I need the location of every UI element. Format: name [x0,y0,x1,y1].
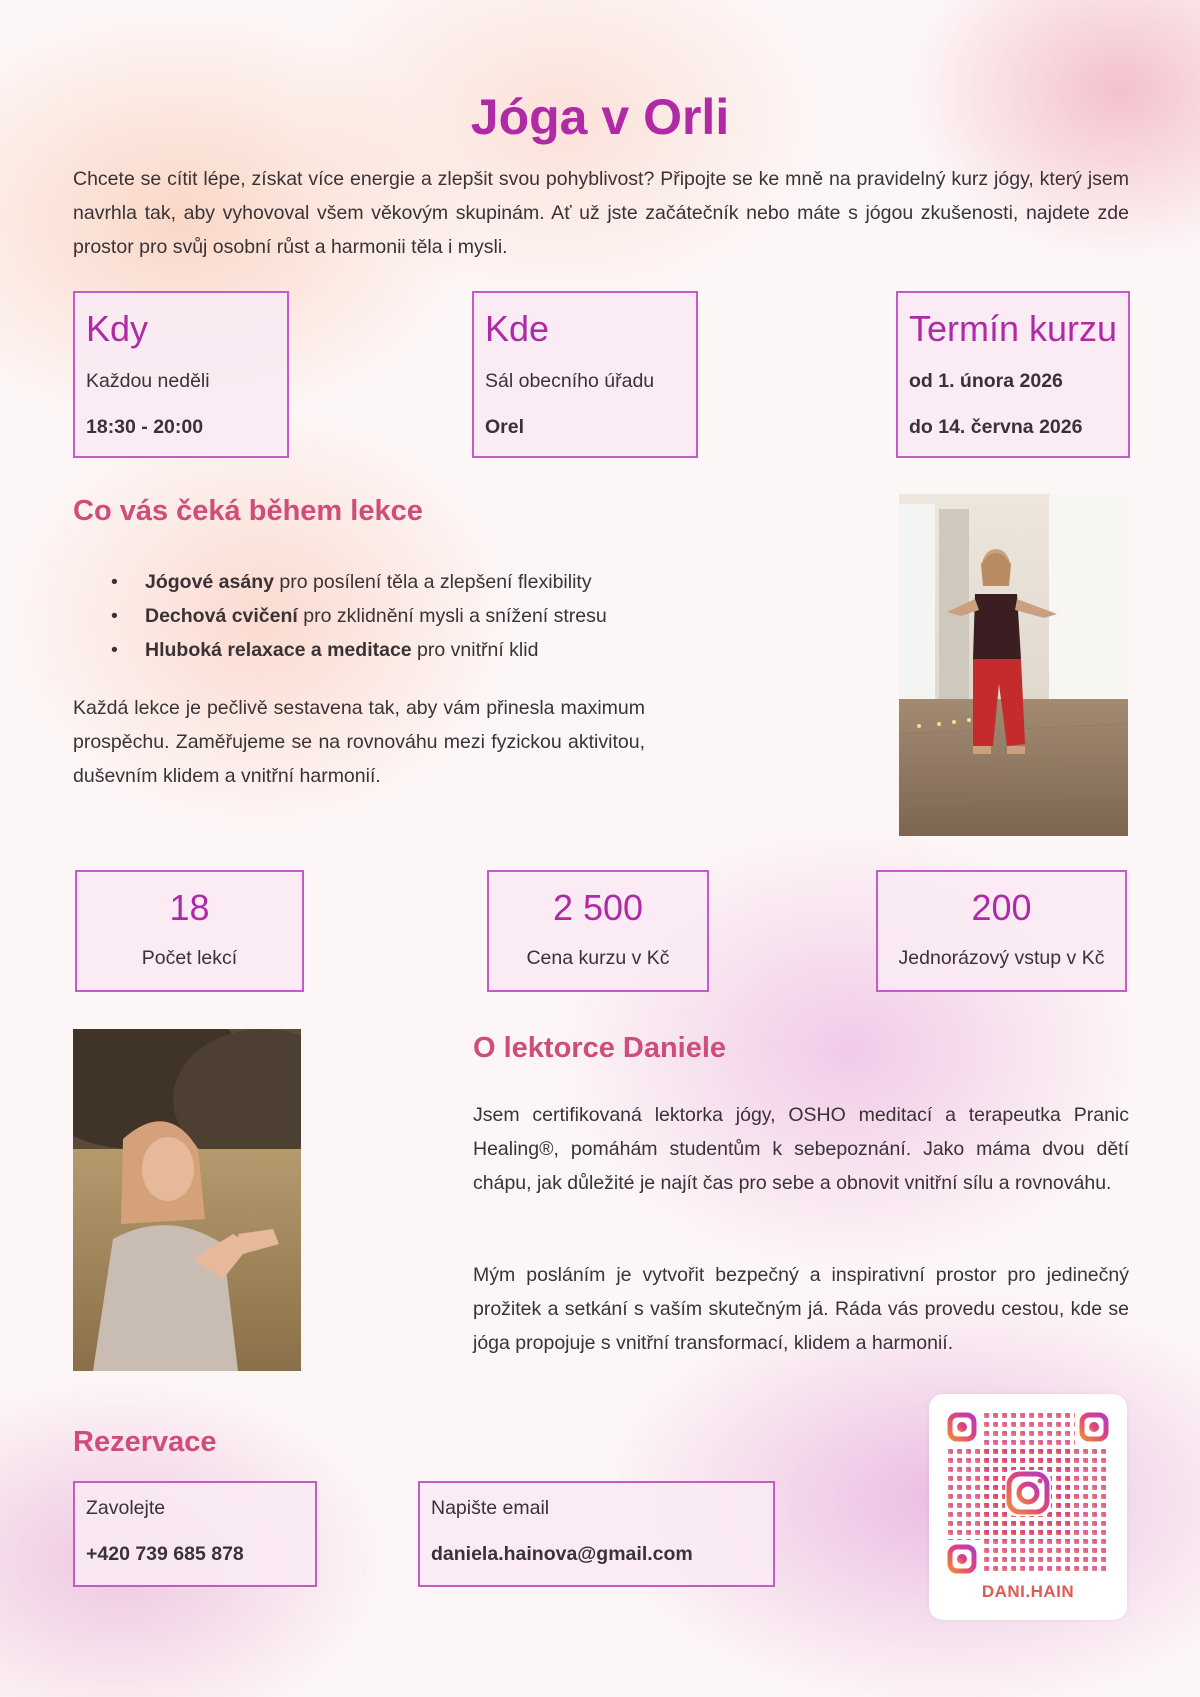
bullet-bold: Dechová cvičení [145,605,298,627]
bullet-bold: Hluboká relaxace a meditace [145,639,412,661]
page-title: Jóga v Orli [470,89,730,145]
info-line-start: od 1. února 2026 [909,370,1063,392]
stat-label-price: Cena kurzu v Kč [526,947,670,969]
about-paragraph-2: Mým posláním je vytvořit bezpečný a inspirativní prostor pro jedinečný prožitek a setkání s vaším skutečným já. Ráda vás provedu cestou, kde se jóga propojuje s vnitřní transformací, klidem a harmonií. [473,1264,1129,1354]
lesson-paragraph: Každá lekce je pečlivě sestavena tak, aby vám přinesla maximum prospěchu. Zaměřujeme se na rovnováhu mezi fyzickou aktivitou, duševním klidem a vnitřní harmonií. [73,697,645,787]
info-line-time: 18:30 - 20:00 [86,416,204,438]
info-line-town: Orel [485,416,525,438]
bullet-icon: • [111,571,118,593]
stat-box-lessons [75,870,304,992]
phone-number-link[interactable]: +420 739 685 878 [86,1543,244,1565]
intro-paragraph: Chcete se cítit lépe, získat více energie a zlepšit svou pohyblivost? Připojte se ke mně na pravidelný kurz jógy, který jsem navrhla tak, aby vyhovoval všem věkovým skupinám. Ať už jste začátečník nebo máte s jógou zkušenosti, najdete zde prostor pro svůj osobní růst a harmonii těla i mysli. [73,168,1129,258]
list-item [73,633,693,667]
info-box-when [73,291,289,458]
bullet-bold: Jógové asány [145,571,274,593]
qr-code-icon [947,1412,1109,1574]
bullet-icon: • [111,639,118,661]
stat-box-single [876,870,1127,992]
stat-value-single: 200 [971,887,1032,928]
info-heading-where: Kde [485,308,550,349]
yoga-pose-illustration [899,494,1128,836]
bullet-text: pro vnitřní klid [411,639,539,661]
stat-label-single: Jednorázový vstup v Kč [898,947,1105,969]
info-heading-dates: Termín kurzu [909,308,1118,349]
lecturer-photo [73,1029,301,1371]
yoga-pose-photo [899,494,1128,836]
instagram-qr-card[interactable] [929,1394,1127,1620]
stat-box-price [487,870,709,992]
stat-value-lessons: 18 [169,887,210,928]
about-heading: O lektorce Daniele [473,1032,727,1064]
info-line-end: do 14. června 2026 [909,416,1083,438]
info-line-venue: Sál obecního úřadu [485,370,655,392]
info-box-dates [896,291,1130,458]
reservation-heading: Rezervace [73,1426,217,1458]
bullet-icon: • [111,605,118,627]
lesson-bullet-list [73,565,693,667]
email-label: Napište email [431,1497,550,1519]
stat-value-price: 2 500 [552,887,644,928]
lecturer-illustration [73,1029,301,1371]
email-link[interactable]: daniela.hainova@gmail.com [431,1543,693,1565]
info-box-where [472,291,698,458]
list-item [73,599,693,633]
bullet-text: pro zklidnění mysli a snížení stresu [297,605,607,627]
bullet-text: pro posílení těla a zlepšení flexibility [273,571,592,593]
list-item [73,565,693,599]
info-heading-when: Kdy [86,308,149,349]
instagram-handle: DANI.HAIN [981,1582,1075,1601]
phone-box [73,1481,317,1587]
about-paragraph-1: Jsem certifikovaná lektorka jógy, OSHO meditací a terapeutka Pranic Healing®, pomáhám studentům k sebepoznání. Jako máma dvou dětí chápu, jak důležité je najít čas pro sebe a obnovit vnitřní sílu a rovnováhu. [473,1104,1129,1194]
stat-label-lessons: Počet lekcí [141,947,238,969]
lesson-heading: Co vás čeká během lekce [73,495,423,527]
email-box [418,1481,775,1587]
phone-label: Zavolejte [86,1497,166,1519]
info-line-day: Každou neděli [86,370,210,392]
